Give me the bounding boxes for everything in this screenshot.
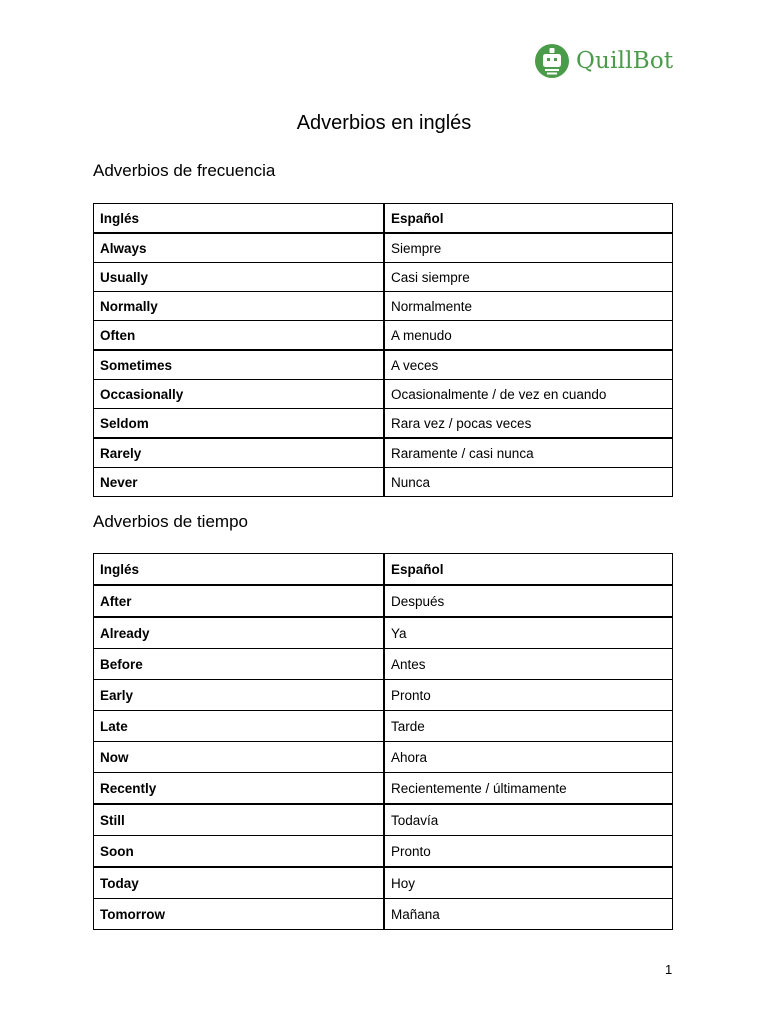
spanish-cell: Después xyxy=(384,585,673,617)
spanish-cell: Mañana xyxy=(384,899,673,930)
english-cell: Usually xyxy=(94,263,385,292)
page-number: 1 xyxy=(665,962,673,977)
spanish-cell: Todavía xyxy=(384,804,673,836)
spanish-cell: A menudo xyxy=(384,321,673,351)
brand-name: QuillBot xyxy=(576,48,674,74)
spanish-cell: Siempre xyxy=(384,233,673,263)
english-cell: Soon xyxy=(94,836,385,868)
spanish-cell: A veces xyxy=(384,350,673,380)
spanish-cell: Rara vez / pocas veces xyxy=(384,409,673,439)
table-row xyxy=(94,899,673,930)
table-row xyxy=(94,380,673,409)
table-row xyxy=(94,233,673,263)
column-header-english: Inglés xyxy=(94,554,385,586)
table-row xyxy=(94,350,673,380)
table-header-row xyxy=(94,554,673,586)
spanish-cell: Ahora xyxy=(384,742,673,773)
english-cell: Normally xyxy=(94,292,385,321)
table-header-row xyxy=(94,204,673,234)
spanish-cell: Tarde xyxy=(384,711,673,742)
table-row xyxy=(94,711,673,742)
english-cell: Rarely xyxy=(94,438,385,468)
column-header-english: Inglés xyxy=(94,204,385,234)
section-heading-frequency: Adverbios de frecuencia xyxy=(93,161,276,180)
english-cell: Sometimes xyxy=(94,350,385,380)
english-cell: Often xyxy=(94,321,385,351)
spanish-cell: Hoy xyxy=(384,867,673,899)
column-header-spanish: Español xyxy=(384,204,673,234)
table-row xyxy=(94,680,673,711)
table-row xyxy=(94,585,673,617)
spanish-cell: Ya xyxy=(384,617,673,649)
section-heading-time: Adverbios de tiempo xyxy=(93,512,248,531)
table-row xyxy=(94,649,673,680)
english-cell: Never xyxy=(94,468,385,497)
spanish-cell: Ocasionalmente / de vez en cuando xyxy=(384,380,673,409)
table-row xyxy=(94,742,673,773)
english-cell: Seldom xyxy=(94,409,385,439)
english-cell: Now xyxy=(94,742,385,773)
english-cell: Recently xyxy=(94,773,385,805)
table-row xyxy=(94,263,673,292)
table-row xyxy=(94,804,673,836)
quillbot-robot-icon xyxy=(534,43,570,79)
english-cell: Late xyxy=(94,711,385,742)
table-row xyxy=(94,409,673,439)
spanish-cell: Normalmente xyxy=(384,292,673,321)
spanish-cell: Pronto xyxy=(384,680,673,711)
table-row xyxy=(94,468,673,497)
spanish-cell: Recientemente / últimamente xyxy=(384,773,673,805)
english-cell: After xyxy=(94,585,385,617)
time-adverbs-table xyxy=(93,553,673,930)
spanish-cell: Raramente / casi nunca xyxy=(384,438,673,468)
frequency-adverbs-table xyxy=(93,203,673,497)
english-cell: Today xyxy=(94,867,385,899)
english-cell: Tomorrow xyxy=(94,899,385,930)
spanish-cell: Casi siempre xyxy=(384,263,673,292)
english-cell: Already xyxy=(94,617,385,649)
spanish-cell: Nunca xyxy=(384,468,673,497)
quillbot-logo xyxy=(534,42,673,80)
table-row xyxy=(94,867,673,899)
spanish-cell: Antes xyxy=(384,649,673,680)
table-row xyxy=(94,836,673,868)
table-row xyxy=(94,773,673,805)
table-row xyxy=(94,438,673,468)
english-cell: Early xyxy=(94,680,385,711)
table-row xyxy=(94,617,673,649)
table-row xyxy=(94,292,673,321)
spanish-cell: Pronto xyxy=(384,836,673,868)
page-title: Adverbios en inglés xyxy=(296,112,472,134)
english-cell: Still xyxy=(94,804,385,836)
english-cell: Before xyxy=(94,649,385,680)
table-row xyxy=(94,321,673,351)
english-cell: Occasionally xyxy=(94,380,385,409)
column-header-spanish: Español xyxy=(384,554,673,586)
english-cell: Always xyxy=(94,233,385,263)
